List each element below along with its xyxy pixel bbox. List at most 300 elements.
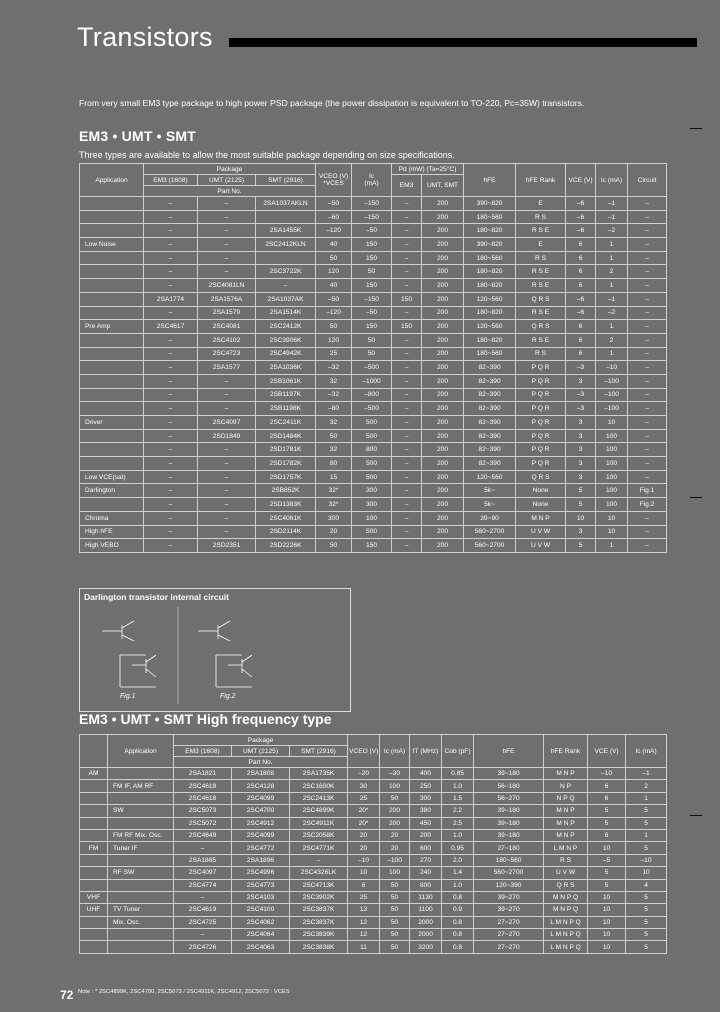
cell-vceo: –10 <box>348 854 380 866</box>
th-vceo: VCEO (V) *VCES <box>316 164 352 197</box>
cell-circ: – <box>628 238 667 252</box>
cell-hfe: 39~270 <box>474 904 544 916</box>
cell-smt: 2SC4061K <box>256 511 316 525</box>
cell-vceo: 50 <box>316 539 352 553</box>
cell-pd1: 150 <box>392 320 422 334</box>
cell-app <box>80 457 144 471</box>
cell-vce: 10 <box>588 941 626 953</box>
cell-vceo: 12 <box>348 916 380 928</box>
cell-pd1: – <box>392 484 422 498</box>
cell-pd2: 200 <box>422 197 464 211</box>
cell-vce: 3 <box>566 470 596 484</box>
cell-rank: Q R S <box>516 470 566 484</box>
cell-hfe: 39~270 <box>474 891 544 903</box>
cell-hfe: 120~390 <box>474 879 544 891</box>
table-row <box>80 805 667 817</box>
cell-umt: 2SA1808 <box>232 768 290 780</box>
cell-umt: 2SD2351 <box>198 539 256 553</box>
cell-circ: – <box>628 429 667 443</box>
cell-hfe: 560~2700 <box>464 539 516 553</box>
cell-ic: 500 <box>352 429 392 443</box>
cell-pd1: – <box>392 402 422 416</box>
cell-circ: – <box>628 197 667 211</box>
cell-circ: – <box>628 388 667 402</box>
cell-app <box>108 941 174 953</box>
cell-app: RF SW <box>108 867 174 879</box>
cell-circ: – <box>628 251 667 265</box>
cell-icr: 4 <box>626 879 667 891</box>
table-row <box>80 904 667 916</box>
th2-part-no: Part No. <box>174 757 348 768</box>
cell-umt: 2SD1849 <box>198 429 256 443</box>
cell-circ: – <box>628 279 667 293</box>
cell-app <box>108 817 174 829</box>
cell-icr: 1 <box>596 539 628 553</box>
cell-ft: 400 <box>410 768 442 780</box>
cell-em3: 2SC4618 <box>174 780 232 792</box>
cell-vce: 5 <box>588 817 626 829</box>
cell-vceo: 20 <box>348 829 380 841</box>
table-row <box>80 238 667 252</box>
table-row <box>80 539 667 553</box>
cell-pd1: – <box>392 416 422 430</box>
cell-rank: R S <box>516 251 566 265</box>
cell-smt: 2SD1782K <box>256 457 316 471</box>
cell-vce: –3 <box>566 361 596 375</box>
cell-app <box>80 498 144 512</box>
cell-ic: 300 <box>352 498 392 512</box>
cell-vceo: 32 <box>316 416 352 430</box>
table-row <box>80 347 667 361</box>
cell-pd2: 200 <box>422 306 464 320</box>
darlington-title: Darlington transistor internal circuit <box>84 592 229 602</box>
cell-vce: –5 <box>588 854 626 866</box>
cell-pd2: 200 <box>422 361 464 375</box>
cell-ic: 500 <box>352 470 392 484</box>
cell-ft: 200 <box>410 829 442 841</box>
cell-icr: 100 <box>596 498 628 512</box>
cell-hfe: 82~390 <box>464 388 516 402</box>
cell-icr: 1 <box>626 829 667 841</box>
cell-icr: 5 <box>626 941 667 953</box>
cell-vceo: 12 <box>348 929 380 941</box>
cell-smt: 2SC1600K <box>290 780 348 792</box>
cell-em3: – <box>144 539 198 553</box>
cell-em3: – <box>144 306 198 320</box>
cell-app: Low VCE(sat) <box>80 470 144 484</box>
cell-ic: 50 <box>352 265 392 279</box>
table-row <box>80 224 667 238</box>
cell-smt: 2SB1198K <box>256 402 316 416</box>
cell-umt: 2SC4773 <box>232 879 290 891</box>
table-row <box>80 498 667 512</box>
cell-vce: 6 <box>566 251 596 265</box>
table-row <box>80 361 667 375</box>
cell-ic: –150 <box>352 292 392 306</box>
cell-pd2: 200 <box>422 511 464 525</box>
cell-em3: 2SC4725 <box>174 916 232 928</box>
th2-application: Application <box>108 735 174 768</box>
cell-ft: 250 <box>410 780 442 792</box>
cell-pd1: – <box>392 525 422 539</box>
table-row <box>80 306 667 320</box>
cell-circ: – <box>628 525 667 539</box>
cell-hfe: 120~560 <box>464 320 516 334</box>
cell-pd2: 200 <box>422 416 464 430</box>
cell-rank: U V W <box>516 539 566 553</box>
cell-vce: 6 <box>566 333 596 347</box>
th-part-no: Part No. <box>144 186 316 197</box>
cell-em3: 2SC4097 <box>174 867 232 879</box>
cell-ic: 100 <box>380 867 410 879</box>
cell-icr: 1 <box>626 792 667 804</box>
cell-band <box>80 879 108 891</box>
cell-em3: – <box>144 498 198 512</box>
cell-smt: 2SC4771K <box>290 842 348 854</box>
cell-pd1: – <box>392 457 422 471</box>
cell-pd2: 200 <box>422 498 464 512</box>
cell-vce: 6 <box>588 780 626 792</box>
cell-umt: 2SC4064 <box>232 929 290 941</box>
cell-smt: 2SB852K <box>256 484 316 498</box>
th-ic: Ic (mA) <box>352 164 392 197</box>
cell-vceo: 20 <box>316 525 352 539</box>
cell-hfe: 120~560 <box>464 470 516 484</box>
page-title: Transistors <box>77 22 213 52</box>
cell-smt: 2SA1037AK <box>256 292 316 306</box>
cell-band <box>80 792 108 804</box>
th-em3: EM3 (1608) <box>144 175 198 186</box>
cell-pd2: 200 <box>422 443 464 457</box>
cell-icr: 100 <box>596 429 628 443</box>
cell-cob: 2.0 <box>442 854 474 866</box>
cell-icr: 10 <box>626 867 667 879</box>
cell-em3: – <box>144 197 198 211</box>
cell-pd1: – <box>392 210 422 224</box>
cell-umt: – <box>198 498 256 512</box>
cell-icr: 100 <box>596 457 628 471</box>
cell-pd1: – <box>392 443 422 457</box>
cell-em3: – <box>144 525 198 539</box>
cell-umt: – <box>198 484 256 498</box>
table-row <box>80 484 667 498</box>
cell-vceo: 11 <box>348 941 380 953</box>
table-row <box>80 388 667 402</box>
cell-vceo: 40 <box>316 238 352 252</box>
cell-rank: P Q R <box>516 416 566 430</box>
th2-package: Package <box>174 735 348 746</box>
cell-hfe: 5k~ <box>464 484 516 498</box>
cell-vce: 10 <box>588 904 626 916</box>
cell-ic: 100 <box>352 511 392 525</box>
cell-vce: 10 <box>588 916 626 928</box>
cell-umt: 2SC4723 <box>198 347 256 361</box>
cell-vce: –6 <box>566 197 596 211</box>
cell-ic: –50 <box>352 306 392 320</box>
cell-ic: –100 <box>380 854 410 866</box>
table-row <box>80 374 667 388</box>
cell-vceo: 15 <box>316 470 352 484</box>
cell-pd1: – <box>392 374 422 388</box>
intro-text: From very small EM3 type package to high power PSD package (the power dissipation is equivalent to TO-220, Pc=35W) transistors. <box>79 98 585 108</box>
cell-icr: –1 <box>596 210 628 224</box>
cell-rank: Q R S <box>544 879 588 891</box>
cell-ic: 300 <box>352 484 392 498</box>
th2-smt: SMT (2916) <box>290 746 348 757</box>
cell-ic: 200 <box>380 817 410 829</box>
cell-cob: 0.8 <box>442 929 474 941</box>
cell-vceo: 10 <box>348 867 380 879</box>
cell-hfe: 82~390 <box>464 443 516 457</box>
cell-hfe: 5k~ <box>464 498 516 512</box>
cell-circ: – <box>628 470 667 484</box>
cell-pd2: 200 <box>422 470 464 484</box>
cell-circ: – <box>628 224 667 238</box>
cell-cob: 2.5 <box>442 817 474 829</box>
cell-cob: 0.8 <box>442 891 474 903</box>
cell-hfe: 120~560 <box>464 292 516 306</box>
cell-icr: 1 <box>596 347 628 361</box>
cell-smt: 2SD1781K <box>256 443 316 457</box>
cell-icr: 5 <box>626 842 667 854</box>
th-smt: SMT (2916) <box>256 175 316 186</box>
cell-icr: –100 <box>596 374 628 388</box>
cell-rank: L M N P Q <box>544 941 588 953</box>
cell-band <box>80 941 108 953</box>
cell-ft: 240 <box>410 867 442 879</box>
cell-em3: 2SC4726 <box>174 941 232 953</box>
page-number: 72 <box>60 988 74 1002</box>
cell-vce: –6 <box>566 292 596 306</box>
table-row <box>80 829 667 841</box>
cell-hfe: 82~390 <box>464 429 516 443</box>
cell-smt: 2SD2226K <box>256 539 316 553</box>
cell-circ: – <box>628 210 667 224</box>
cell-hfe: 560~2700 <box>474 867 544 879</box>
cell-rank: P Q R <box>516 457 566 471</box>
cell-vceo: 25 <box>348 891 380 903</box>
cell-ic: –1000 <box>352 374 392 388</box>
cell-pd2: 200 <box>422 224 464 238</box>
cell-umt: – <box>198 388 256 402</box>
cell-vceo: 32 <box>316 374 352 388</box>
cell-rank: R S <box>544 854 588 866</box>
cell-band <box>80 929 108 941</box>
cell-pd1: – <box>392 251 422 265</box>
th2-band <box>80 735 108 768</box>
cell-app <box>80 361 144 375</box>
cell-ic: 50 <box>380 904 410 916</box>
cell-app: Chroma <box>80 511 144 525</box>
cell-pd2: 200 <box>422 333 464 347</box>
cell-circ: – <box>628 511 667 525</box>
table-row <box>80 416 667 430</box>
cell-pd1: – <box>392 388 422 402</box>
cell-app: Mix. Osc. <box>108 916 174 928</box>
th2-icr: Ic (mA) <box>626 735 667 768</box>
cell-pd1: – <box>392 197 422 211</box>
cell-pd1: – <box>392 265 422 279</box>
cell-pd2: 200 <box>422 347 464 361</box>
cell-pd1: – <box>392 498 422 512</box>
cell-icr: 5 <box>626 929 667 941</box>
cell-ic: 50 <box>380 929 410 941</box>
table-row <box>80 457 667 471</box>
th2-hfe: hFE <box>474 735 544 768</box>
th-pd-em3: EM3 <box>392 175 422 197</box>
cell-vceo: –120 <box>316 306 352 320</box>
cell-smt: 2SC3906K <box>256 333 316 347</box>
cell-pd1: – <box>392 306 422 320</box>
cell-ft: 2000 <box>410 929 442 941</box>
cell-rank: N P <box>544 780 588 792</box>
cell-band <box>80 854 108 866</box>
cell-band <box>80 780 108 792</box>
cell-rank: M N P <box>544 768 588 780</box>
cell-vceo: 20* <box>348 817 380 829</box>
cell-ic: 50 <box>380 891 410 903</box>
cell-circ: – <box>628 402 667 416</box>
cell-vceo: –80 <box>316 402 352 416</box>
cell-icr: 5 <box>626 891 667 903</box>
cell-smt: 2SC3837K <box>290 904 348 916</box>
cell-cob: 1.4 <box>442 867 474 879</box>
cell-smt: 2SC2411K <box>256 416 316 430</box>
cell-circ: – <box>628 361 667 375</box>
cell-rank: L M N P <box>544 842 588 854</box>
cell-smt: – <box>290 854 348 866</box>
cell-smt: 2SC3838K <box>290 941 348 953</box>
cell-umt: – <box>198 265 256 279</box>
cell-app <box>80 210 144 224</box>
cell-hfe: 27~270 <box>474 916 544 928</box>
cell-umt: 2SC4081 <box>198 320 256 334</box>
scan-mark <box>690 815 702 816</box>
cell-em3: – <box>174 891 232 903</box>
cell-vce: 6 <box>588 829 626 841</box>
cell-rank: M N P <box>544 817 588 829</box>
cell-smt: 2SD1383K <box>256 498 316 512</box>
cell-band <box>80 817 108 829</box>
cell-rank: E <box>516 238 566 252</box>
cell-ic: 150 <box>352 251 392 265</box>
cell-vceo: –50 <box>316 292 352 306</box>
cell-smt: 2SC2058K <box>290 829 348 841</box>
cell-umt: 2SC4128 <box>232 780 290 792</box>
cell-vceo: 20 <box>348 842 380 854</box>
cell-app: High VEBO <box>80 539 144 553</box>
cell-em3: 2SC4617 <box>144 320 198 334</box>
cell-cob: 0.9 <box>442 904 474 916</box>
cell-smt: 2SA1036K <box>256 361 316 375</box>
cell-vce: –3 <box>566 388 596 402</box>
table-row <box>80 265 667 279</box>
cell-icr: –1 <box>596 292 628 306</box>
th2-vce: VCE (V) <box>588 735 626 768</box>
table-row <box>80 320 667 334</box>
cell-pd2: 200 <box>422 292 464 306</box>
cell-umt: 2SC4103 <box>232 891 290 903</box>
cell-rank: R S E <box>516 265 566 279</box>
cell-vce: 6 <box>566 265 596 279</box>
th-icr: Ic (mA) <box>596 164 628 197</box>
cell-umt: 2SC4081LN <box>198 279 256 293</box>
cell-app <box>80 402 144 416</box>
cell-vce: 3 <box>566 374 596 388</box>
cell-app: FM RF Mix. Osc. <box>108 829 174 841</box>
cell-em3: 2SA1774 <box>144 292 198 306</box>
cell-rank: U V W <box>544 867 588 879</box>
cell-vce: 10 <box>566 511 596 525</box>
cell-hfe: 390~820 <box>464 238 516 252</box>
cell-icr: 100 <box>596 470 628 484</box>
cell-band: UHF <box>80 904 108 916</box>
cell-em3: 2SA1865 <box>174 854 232 866</box>
table-row <box>80 443 667 457</box>
cell-app <box>108 854 174 866</box>
cell-umt: – <box>198 224 256 238</box>
cell-app <box>108 891 174 903</box>
cell-umt: 2SC4063 <box>232 941 290 953</box>
cell-rank: M N P <box>544 805 588 817</box>
cell-app: Low Noise <box>80 238 144 252</box>
title-rule <box>229 38 697 47</box>
cell-em3: – <box>144 224 198 238</box>
cell-vceo: 80 <box>316 457 352 471</box>
cell-ft: 3200 <box>410 941 442 953</box>
cell-smt: 2SD2114K <box>256 525 316 539</box>
section-subtitle: Three types are available to allow the most suitable package depending on size specifications. <box>79 150 455 160</box>
cell-ft: 2000 <box>410 916 442 928</box>
cell-band: AM <box>80 768 108 780</box>
footnote: Note : * 2SC4899K, 2SC4700, 2SC5073 / 2SC4911K, 2SC4912, 2SC5072 : VCES <box>78 989 290 995</box>
cell-pd2: 200 <box>422 457 464 471</box>
cell-app <box>80 224 144 238</box>
cell-cob: 0.95 <box>442 842 474 854</box>
table-row <box>80 251 667 265</box>
cell-hfe: 82~390 <box>464 361 516 375</box>
cell-rank: R S E <box>516 279 566 293</box>
cell-ic: 50 <box>380 941 410 953</box>
cell-smt <box>256 251 316 265</box>
cell-pd2: 200 <box>422 525 464 539</box>
cell-ic: 150 <box>352 539 392 553</box>
cell-vceo: 120 <box>316 333 352 347</box>
table-row <box>80 792 667 804</box>
cell-cob: 0.8 <box>442 916 474 928</box>
cell-rank: R S <box>516 347 566 361</box>
cell-vce: –3 <box>566 402 596 416</box>
cell-umt: 2SC4099 <box>232 792 290 804</box>
cell-ft: 300 <box>410 792 442 804</box>
cell-em3: 2SC4619 <box>174 904 232 916</box>
cell-vce: 6 <box>566 279 596 293</box>
cell-app <box>80 333 144 347</box>
cell-em3: – <box>144 251 198 265</box>
cell-ic: 150 <box>352 320 392 334</box>
cell-pd2: 200 <box>422 279 464 293</box>
cell-icr: 5 <box>626 904 667 916</box>
cell-hfe: 180~560 <box>464 251 516 265</box>
cell-ic: 50 <box>352 347 392 361</box>
cell-icr: 5 <box>626 805 667 817</box>
th-umt: UMT (2125) <box>198 175 256 186</box>
cell-cob: 1.0 <box>442 879 474 891</box>
th-application: Application <box>80 164 144 197</box>
cell-hfe: 180~820 <box>464 224 516 238</box>
cell-circ: – <box>628 265 667 279</box>
cell-band: VHF <box>80 891 108 903</box>
